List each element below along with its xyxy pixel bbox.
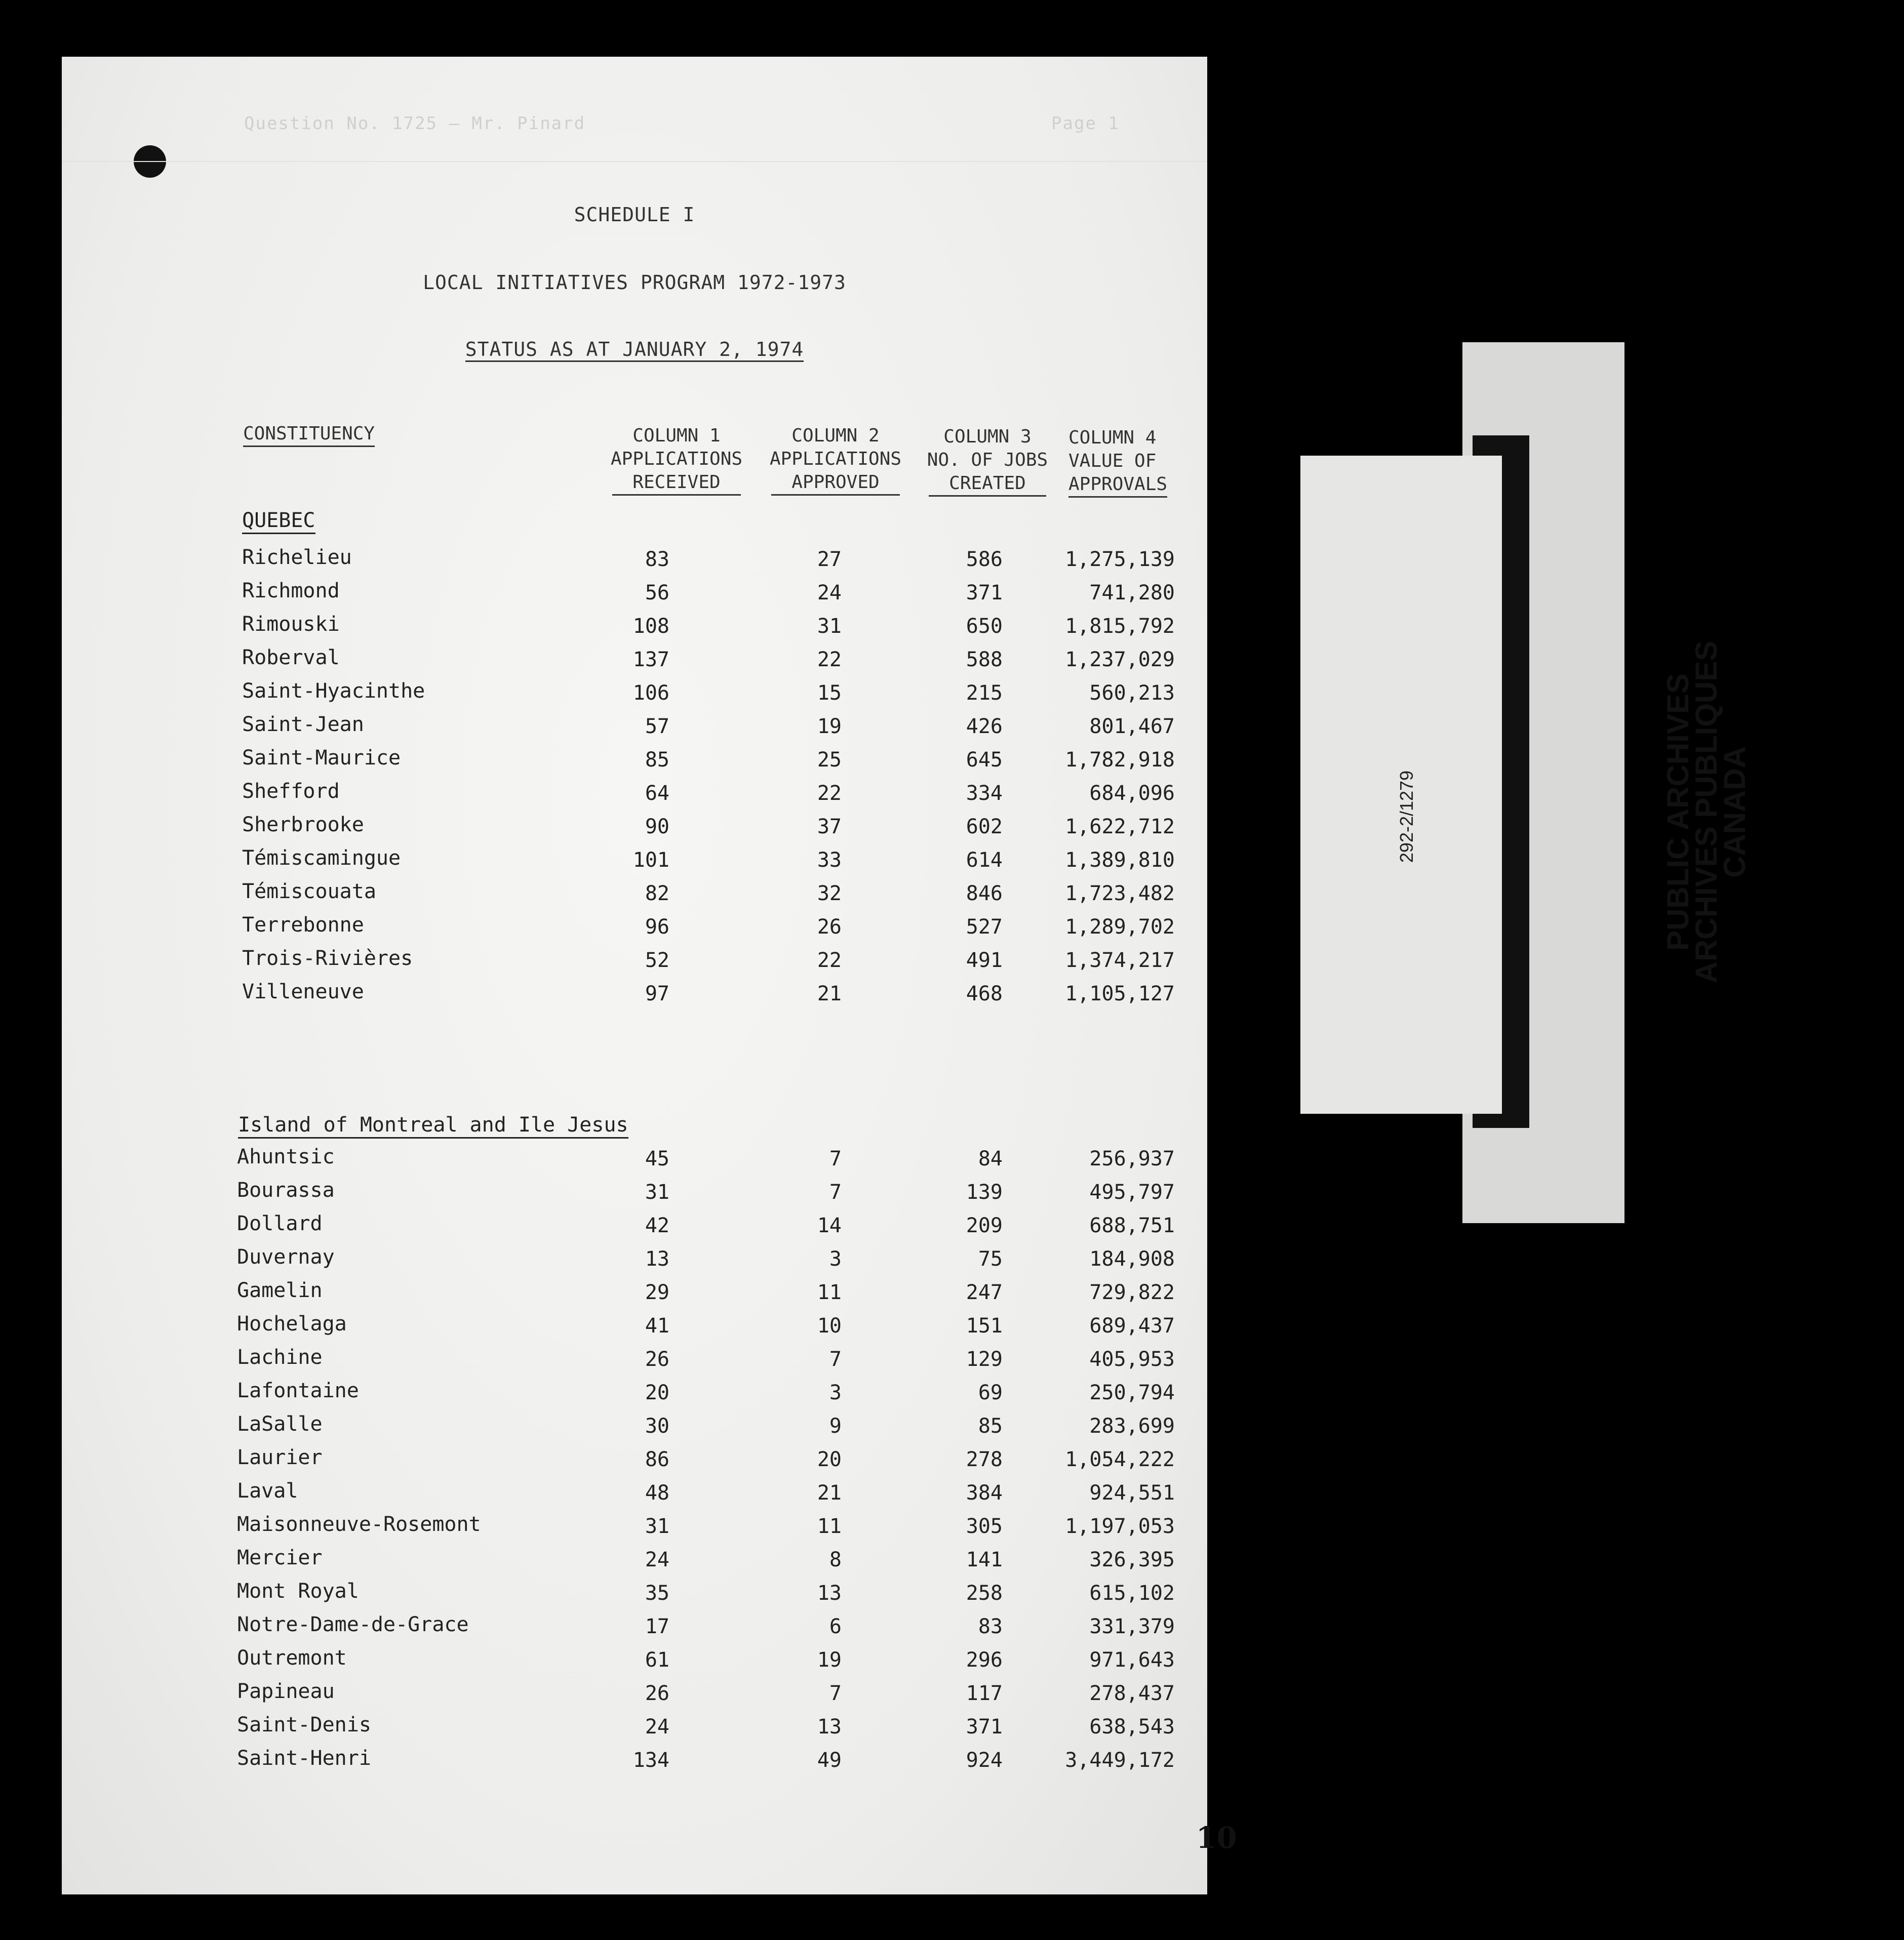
column-4-cell: 689,437 bbox=[1089, 1314, 1175, 1338]
column-3-cell: 69 bbox=[978, 1381, 1003, 1404]
column-3-cell: 924 bbox=[966, 1749, 1003, 1772]
column-3-cell: 296 bbox=[966, 1648, 1003, 1672]
column-3-cell: 85 bbox=[978, 1414, 1003, 1438]
column-4-cell: 283,699 bbox=[1089, 1414, 1175, 1438]
col3-line3-text: CREATED bbox=[929, 472, 1046, 497]
status-title-text: STATUS AS AT JANUARY 2, 1974 bbox=[465, 338, 804, 362]
column-4-cell: 1,197,053 bbox=[1065, 1515, 1175, 1538]
column-3-cell: 141 bbox=[966, 1548, 1003, 1571]
column-3-cell: 258 bbox=[966, 1582, 1003, 1605]
column-4-cell: 615,102 bbox=[1089, 1582, 1175, 1605]
column-3-cell: 426 bbox=[966, 715, 1003, 738]
page-number: 10 bbox=[1196, 1821, 1237, 1855]
archive-line-1: PUBLIC ARCHIVES bbox=[1661, 673, 1695, 951]
column-2-cell: 19 bbox=[817, 715, 842, 738]
constituency-name: Richelieu bbox=[242, 546, 352, 569]
column-2-cell: 33 bbox=[817, 848, 842, 872]
column-1-cell: 86 bbox=[645, 1448, 669, 1471]
column-4-cell: 1,105,127 bbox=[1065, 982, 1175, 1005]
constituency-name: Lachine bbox=[237, 1346, 323, 1369]
column-1-cell: 13 bbox=[645, 1247, 669, 1271]
archive-line-3: CANADA bbox=[1718, 746, 1752, 878]
column-4-cell: 405,953 bbox=[1089, 1348, 1175, 1371]
constituency-name: Dollard bbox=[237, 1212, 323, 1235]
column-3-cell: 586 bbox=[966, 548, 1003, 571]
column-4-cell: 1,289,702 bbox=[1065, 915, 1175, 939]
constituency-name: Laval bbox=[237, 1479, 298, 1503]
constituency-name: Gamelin bbox=[237, 1279, 323, 1302]
column-1-cell: 61 bbox=[645, 1648, 669, 1672]
column-1-cell: 90 bbox=[645, 815, 669, 838]
column-4-cell: 971,643 bbox=[1089, 1648, 1175, 1672]
column-4-cell: 741,280 bbox=[1089, 581, 1175, 604]
constituency-name: Villeneuve bbox=[242, 980, 364, 1003]
column-4-cell: 560,213 bbox=[1089, 681, 1175, 705]
column-2-cell: 6 bbox=[829, 1615, 842, 1638]
column-1-cell: 108 bbox=[632, 615, 669, 638]
column-1-cell: 42 bbox=[645, 1214, 669, 1237]
constituency-name: Hochelaga bbox=[237, 1312, 347, 1336]
constituency-name: Bourassa bbox=[237, 1179, 335, 1202]
col3-line2: NO. OF JOBS bbox=[927, 450, 1048, 470]
column-4-cell: 1,815,792 bbox=[1065, 615, 1175, 638]
column-3-cell: 215 bbox=[966, 681, 1003, 705]
column-3-cell: 139 bbox=[966, 1181, 1003, 1204]
col2-line2: APPLICATIONS bbox=[769, 449, 902, 469]
column-3-cell: 650 bbox=[966, 615, 1003, 638]
col4-line3-text: APPROVALS bbox=[1068, 473, 1167, 498]
column-3-cell: 84 bbox=[978, 1147, 1003, 1170]
col4-line3 bbox=[1068, 473, 1180, 498]
column-2-cell: 31 bbox=[817, 615, 842, 638]
column-2-cell: 11 bbox=[817, 1281, 842, 1304]
column-header-4 bbox=[1068, 426, 1180, 498]
column-header-3 bbox=[921, 425, 1054, 497]
column-1-cell: 26 bbox=[645, 1682, 669, 1705]
column-3-cell: 468 bbox=[966, 982, 1003, 1005]
column-1-cell: 30 bbox=[645, 1414, 669, 1438]
column-3-cell: 491 bbox=[966, 949, 1003, 972]
column-1-cell: 41 bbox=[645, 1314, 669, 1338]
constituency-name: Papineau bbox=[237, 1680, 335, 1703]
column-4-cell: 1,622,712 bbox=[1065, 815, 1175, 838]
column-3-cell: 305 bbox=[966, 1515, 1003, 1538]
section-title: QUEBEC bbox=[242, 508, 315, 534]
col1-line3-text: RECEIVED bbox=[612, 471, 740, 496]
column-4-cell: 331,379 bbox=[1089, 1615, 1175, 1638]
constituency-name: Sherbrooke bbox=[242, 813, 364, 836]
constituency-name: Laurier bbox=[237, 1446, 323, 1469]
column-4-cell: 1,374,217 bbox=[1065, 949, 1175, 972]
column-4-cell: 1,237,029 bbox=[1065, 648, 1175, 671]
column-4-cell: 256,937 bbox=[1089, 1147, 1175, 1170]
column-2-cell: 25 bbox=[817, 748, 842, 772]
column-1-cell: 82 bbox=[645, 882, 669, 905]
column-2-cell: 8 bbox=[829, 1548, 842, 1571]
constituency-name: Shefford bbox=[242, 780, 340, 803]
col2-line1: COLUMN 2 bbox=[791, 425, 880, 446]
column-2-cell: 19 bbox=[817, 1648, 842, 1672]
column-2-cell: 22 bbox=[817, 782, 842, 805]
column-3-cell: 371 bbox=[966, 581, 1003, 604]
column-2-cell: 7 bbox=[829, 1348, 842, 1371]
constituency-name: Trois-Rivières bbox=[242, 947, 413, 970]
column-1-cell: 85 bbox=[645, 748, 669, 772]
constituency-name: Notre-Dame-de-Grace bbox=[237, 1613, 469, 1636]
column-1-cell: 134 bbox=[632, 1749, 669, 1772]
col4-line2: VALUE OF bbox=[1068, 451, 1157, 471]
constituency-name: Saint-Hyacinthe bbox=[242, 679, 425, 703]
column-3-cell: 129 bbox=[966, 1348, 1003, 1371]
section-title: Island of Montreal and Ile Jesus bbox=[238, 1113, 628, 1139]
col2-line3-text: APPROVED bbox=[771, 471, 899, 496]
constituency-name: Ahuntsic bbox=[237, 1145, 335, 1168]
column-2-cell: 26 bbox=[817, 915, 842, 939]
constituency-name: Mercier bbox=[237, 1546, 323, 1569]
column-3-cell: 846 bbox=[966, 882, 1003, 905]
column-2-cell: 13 bbox=[817, 1715, 842, 1739]
column-1-cell: 83 bbox=[645, 548, 669, 571]
column-4-cell: 278,437 bbox=[1089, 1682, 1175, 1705]
column-4-cell: 638,543 bbox=[1089, 1715, 1175, 1739]
column-4-cell: 184,908 bbox=[1089, 1247, 1175, 1271]
column-4-cell: 1,782,918 bbox=[1065, 748, 1175, 772]
column-1-cell: 45 bbox=[645, 1147, 669, 1170]
column-header-1 bbox=[604, 424, 749, 496]
status-title bbox=[62, 338, 1207, 360]
column-3-cell: 588 bbox=[966, 648, 1003, 671]
column-3-cell: 75 bbox=[978, 1247, 1003, 1271]
program-title: LOCAL INITIATIVES PROGRAM 1972-1973 bbox=[423, 271, 846, 294]
column-2-cell: 21 bbox=[817, 982, 842, 1005]
column-4-cell: 1,275,139 bbox=[1065, 548, 1175, 571]
column-2-cell: 3 bbox=[829, 1381, 842, 1404]
column-4-cell: 250,794 bbox=[1089, 1381, 1175, 1404]
column-2-cell: 37 bbox=[817, 815, 842, 838]
column-3-cell: 278 bbox=[966, 1448, 1003, 1471]
faint-header-right: Page 1 bbox=[1051, 113, 1120, 134]
column-4-cell: 326,395 bbox=[1089, 1548, 1175, 1571]
column-1-cell: 35 bbox=[645, 1582, 669, 1605]
column-1-cell: 29 bbox=[645, 1281, 669, 1304]
column-header-constituency bbox=[243, 422, 375, 447]
col1-line1: COLUMN 1 bbox=[632, 425, 721, 446]
constituency-name: LaSalle bbox=[237, 1412, 323, 1436]
constituency-label: CONSTITUENCY bbox=[243, 422, 375, 447]
col4-line1: COLUMN 4 bbox=[1068, 427, 1157, 448]
column-4-cell: 684,096 bbox=[1089, 782, 1175, 805]
constituency-name: Témiscouata bbox=[242, 880, 376, 903]
column-3-cell: 209 bbox=[966, 1214, 1003, 1237]
column-4-cell: 924,551 bbox=[1089, 1481, 1175, 1505]
column-3-cell: 384 bbox=[966, 1481, 1003, 1505]
faint-header-left: Question No. 1725 — Mr. Pinard bbox=[244, 113, 586, 134]
column-1-cell: 31 bbox=[645, 1515, 669, 1538]
column-2-cell: 15 bbox=[817, 681, 842, 705]
column-1-cell: 96 bbox=[645, 915, 669, 939]
column-4-cell: 495,797 bbox=[1089, 1181, 1175, 1204]
column-1-cell: 97 bbox=[645, 982, 669, 1005]
col1-line3 bbox=[604, 471, 749, 496]
column-2-cell: 3 bbox=[829, 1247, 842, 1271]
column-1-cell: 17 bbox=[645, 1615, 669, 1638]
column-2-cell: 27 bbox=[817, 548, 842, 571]
column-3-cell: 334 bbox=[966, 782, 1003, 805]
archive-label bbox=[1661, 493, 1752, 1131]
column-2-cell: 24 bbox=[817, 581, 842, 604]
constituency-name: Saint-Jean bbox=[242, 713, 364, 736]
constituency-name: Témiscamingue bbox=[242, 846, 401, 870]
constituency-name: Outremont bbox=[237, 1646, 347, 1670]
column-2-cell: 21 bbox=[817, 1481, 842, 1505]
col1-line2: APPLICATIONS bbox=[610, 449, 743, 469]
column-4-cell: 1,723,482 bbox=[1065, 882, 1175, 905]
column-4-cell: 1,054,222 bbox=[1065, 1448, 1175, 1471]
column-3-cell: 371 bbox=[966, 1715, 1003, 1739]
column-3-cell: 527 bbox=[966, 915, 1003, 939]
document-page bbox=[62, 57, 1237, 1894]
constituency-name: Saint-Henri bbox=[237, 1747, 371, 1770]
column-3-cell: 151 bbox=[966, 1314, 1003, 1338]
schedule-title: SCHEDULE I bbox=[574, 204, 695, 226]
col2-line3 bbox=[763, 471, 908, 496]
column-2-cell: 14 bbox=[817, 1214, 842, 1237]
column-2-cell: 10 bbox=[817, 1314, 842, 1338]
column-3-cell: 247 bbox=[966, 1281, 1003, 1304]
column-2-cell: 22 bbox=[817, 648, 842, 671]
column-2-cell: 20 bbox=[817, 1448, 842, 1471]
column-1-cell: 106 bbox=[632, 681, 669, 705]
column-2-cell: 13 bbox=[817, 1582, 842, 1605]
archive-line-2: ARCHIVES PUBLIQUES bbox=[1689, 640, 1723, 984]
constituency-name: Mont Royal bbox=[237, 1580, 359, 1603]
column-1-cell: 20 bbox=[645, 1381, 669, 1404]
column-2-cell: 49 bbox=[817, 1749, 842, 1772]
column-1-cell: 101 bbox=[632, 848, 669, 872]
column-4-cell: 729,822 bbox=[1089, 1281, 1175, 1304]
column-4-cell: 801,467 bbox=[1089, 715, 1175, 738]
constituency-name: Saint-Denis bbox=[237, 1713, 371, 1736]
header-rule bbox=[62, 161, 1207, 162]
column-2-cell: 7 bbox=[829, 1181, 842, 1204]
constituency-name: Terrebonne bbox=[242, 913, 364, 937]
column-1-cell: 48 bbox=[645, 1481, 669, 1505]
constituency-name: Roberval bbox=[242, 646, 340, 669]
column-1-cell: 24 bbox=[645, 1715, 669, 1739]
constituency-name: Rimouski bbox=[242, 613, 340, 636]
col3-line1: COLUMN 3 bbox=[943, 426, 1032, 447]
column-1-cell: 24 bbox=[645, 1548, 669, 1571]
column-2-cell: 32 bbox=[817, 882, 842, 905]
column-4-cell: 688,751 bbox=[1089, 1214, 1175, 1237]
column-1-cell: 26 bbox=[645, 1348, 669, 1371]
column-1-cell: 56 bbox=[645, 581, 669, 604]
archive-reference: 292-2/1279 bbox=[1396, 770, 1417, 863]
constituency-name: Richmond bbox=[242, 579, 340, 602]
constituency-name: Duvernay bbox=[237, 1245, 335, 1269]
constituency-name: Lafontaine bbox=[237, 1379, 359, 1402]
column-header-2 bbox=[763, 424, 908, 496]
constituency-name: Saint-Maurice bbox=[242, 746, 401, 770]
column-3-cell: 83 bbox=[978, 1615, 1003, 1638]
column-4-cell: 1,389,810 bbox=[1065, 848, 1175, 872]
column-4-cell: 3,449,172 bbox=[1065, 1749, 1175, 1772]
column-2-cell: 22 bbox=[817, 949, 842, 972]
column-1-cell: 31 bbox=[645, 1181, 669, 1204]
column-1-cell: 137 bbox=[632, 648, 669, 671]
column-3-cell: 645 bbox=[966, 748, 1003, 772]
column-2-cell: 9 bbox=[829, 1414, 842, 1438]
column-3-cell: 614 bbox=[966, 848, 1003, 872]
constituency-name: Maisonneuve-Rosemont bbox=[237, 1513, 481, 1536]
column-2-cell: 11 bbox=[817, 1515, 842, 1538]
col3-line3 bbox=[921, 472, 1054, 497]
column-3-cell: 117 bbox=[966, 1682, 1003, 1705]
column-2-cell: 7 bbox=[829, 1147, 842, 1170]
column-1-cell: 57 bbox=[645, 715, 669, 738]
column-1-cell: 64 bbox=[645, 782, 669, 805]
column-2-cell: 7 bbox=[829, 1682, 842, 1705]
column-1-cell: 52 bbox=[645, 949, 669, 972]
column-3-cell: 602 bbox=[966, 815, 1003, 838]
